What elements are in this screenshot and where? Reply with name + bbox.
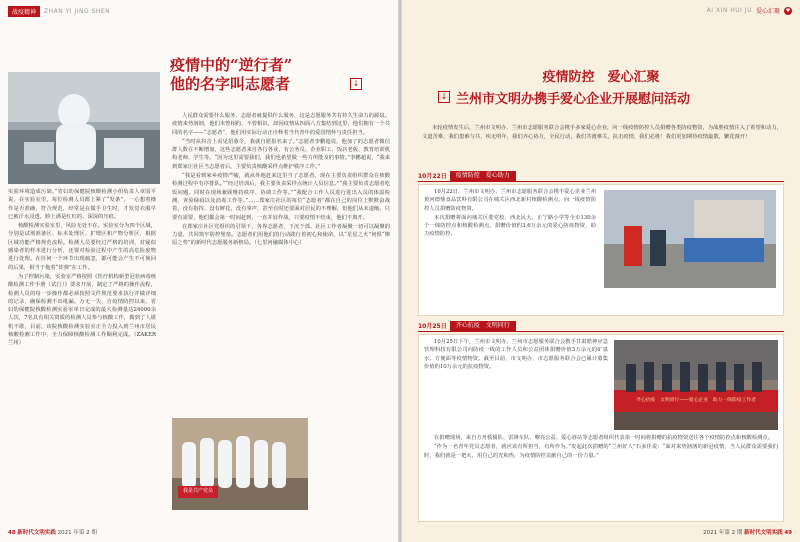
paragraph: 为了控制污染，实验室严格按照《医疗机构新型冠状病毒核酸检测工作手册（试行）》要求开展，制定了严格的操作流程，检测人员的每一步操作都必须按照文件规范要求执行并做详细的记录，确保检测不出纰漏。万无一失，自疫情防控以来，省妇幼保健院核酸检测实验室单日完成的最大检测量达24000余人次，7名具有相关资质的检测人员参与核酸工作，做到了人歇机不歇，目前，该院核酸检测实验室正全力投入到兰州市居民核酸检测工作中，全力保障核酸检测工作顺利完成。（ZAKER兰州） bbox=[8, 273, 156, 347]
title-line-1: 疫情中的“逆行者” bbox=[170, 56, 293, 74]
photo-banner: 齐心抗疫 文明同行——爱心企业 助力一线防疫工作者 bbox=[636, 398, 756, 403]
section-date: 10月22日 bbox=[418, 173, 447, 180]
paragraph: “我是看到家乡疫情严峻，就从外地赶来这里当了志愿者，现在主要负责组织群众在核酸检测过程中有序排队。”“经过培训后，我主要负责采样点统计人员信息。”“我主要负责志愿者吃饭问题，同时在现场兼顾维持秩序、协调工作等。”“我配合工作人员进行进出入员的体温检测，查验绿码以及消毒工作等。”……郑家庄社区的每位“志愿者”都在自己的岗位上默默奋战着，没有指挥、没有鲜花，没有掌声，甚至有时还要面对居民的不理解，但他们从未退缩。只要有需要，他们都会第一时间赶到，一直并肩作战，只要疫情不结束，他们不离开。 bbox=[172, 173, 390, 221]
section-1-text bbox=[424, 188, 596, 312]
page-number: 48 bbox=[8, 530, 16, 536]
paragraph: 本轮疫情发生后，兰州市文明办、兰州市志愿服务联合会携手多家爱心企业，向一线疫情防控人员捐赠各类防疫物资，为战胜疫情注入了希望和动力，文道苦难，我们患难与共，疾无明年，我们齐心协力，全民行动，我们共渡难关，抗击疫情，我们必胜！我们更加期待疫情最散，繁花漫开！ bbox=[422, 125, 782, 140]
section-label: 齐心抗疫 文明同行 bbox=[450, 321, 516, 331]
left-footer bbox=[8, 528, 97, 536]
section-2-header bbox=[418, 320, 516, 331]
right-page bbox=[402, 0, 800, 542]
divider bbox=[418, 181, 784, 182]
section-2-text-top bbox=[424, 338, 608, 432]
left-header bbox=[8, 6, 110, 17]
issue-label: 2021 年第 2 期 bbox=[703, 530, 743, 536]
paragraph: 人民群众需要什么服务，志愿者就提供什么服务，这是志愿服务共有持久生命力的源泉。疫情来势汹汹，他们未曾相约，不曾相识，却因疫情从四面八方集结到这里，他们拥有一个共同的名字——“志愿者”，他们用实际行动正诠释着当代青年的爱国情怀与责任担当。 bbox=[172, 113, 390, 136]
paragraph: “作为一名青年党员志愿者，就应该有所担当，有所作为。”发起此次捐赠的“兰州好人”石多佳说：“面对来势汹汹的新冠疫情，当人民群众需要我们时，我们就是一把火，用自己的光和热，为疫情防控贡献自己的一份力量。” bbox=[424, 444, 778, 459]
article-title-line-1: 疫情防控 爱心汇聚 bbox=[542, 70, 660, 85]
arrow-down-icon: ↓ bbox=[350, 78, 362, 90]
paragraph: 实验环境造成污染。”省妇幼保健院核酸检测小组负责人章国平说，在实验室里，每位检测人员都上紧了“发条”，一心想着操作是否准确、符合规范，经常是在做手卫生时，才发觉衣服早已被汗水浸透，脸上满是红红的、深深的压痕。 bbox=[8, 189, 156, 220]
paragraph: 在郑家庄社区党组织的引领下，各界志愿者、下沉干部、社区工作者凝聚一切可以凝聚的力量，共同筑牢防控堡垒。志愿者们用他们的行动践行着初心和使命，以“星星之火”何惧“燎原之势”的新时代志愿服务新格局。（七里河融媒体中心） bbox=[172, 223, 390, 247]
heart-icon: ♥ bbox=[785, 7, 791, 14]
intro-text bbox=[422, 124, 782, 164]
page-number: 49 bbox=[784, 530, 792, 536]
paragraph: 在捐赠现场，来自方舟救援队、雷锋车队、嘹亮公益、爱心驿站等志愿者组织代表第一时间将捐赠的抗疫物资送往各个疫情防控点和核酸检测点。 bbox=[434, 435, 774, 441]
arrow-down-icon: ↓ bbox=[438, 91, 450, 103]
paragraph: 本次捐赠将面向城关区委党校、西北民大、正宁路小学等全市130余个一线防控点和核酸检测点，捐赠价值约3.6万余元的爱心防疫物资，助力疫情防控。 bbox=[424, 214, 596, 238]
title-line-2: 他的名字叫志愿者 bbox=[170, 75, 291, 93]
section-date: 10月25日 bbox=[418, 323, 447, 330]
banner-text: 我是共产党员 bbox=[182, 488, 213, 494]
article-title-line-2: 兰州市文明办携手爱心企业开展慰问活动 bbox=[456, 92, 691, 107]
section-2-text-bottom bbox=[424, 434, 778, 518]
paragraph: 10月22日，兰州市文明办、兰州市志愿服务联合会携手爱心企业兰州黄河德鼎食品饮料有限公司在城关区西北新村核酸检测点，向一线疫情防控人员捐赠防疫物资。 bbox=[424, 189, 596, 212]
paragraph: 核酸检测实验室里，风险无处不在。实验室分为四个区域，分别是试剂准备区、标本处理区、扩增区和产物分析区，根据区域功能严格规范流程。检测人员要经过严格的培训，对疑似感染者的样本进行分析，还要对检验过程中产生的高危险废物进行处理。在任何一个环节出现疏忽，都可能会产生不可挽回的后果，相当于拖着“炸弹”在工作。 bbox=[8, 223, 156, 271]
paragraph: “当时从抖音上看见招募令，我就自愿报名来了。”志愿者李鹏超说，他加了的志愿者微信群人数在不断增加，这些志愿者来自各行各业，有公务员、企业职工、饭店老板、教育培训机构老师、学生等。“因为这里需要我们，我们也希望做一些力所能及的事情。”李鹏超说，“我来到郑家庄社区当志愿者后，主要负责核酸采样点维护秩序工作。” bbox=[172, 138, 390, 170]
right-footer bbox=[703, 528, 792, 536]
donation-photo-2 bbox=[614, 340, 778, 430]
section-pinyin: AI XIN HUI JU bbox=[706, 7, 752, 14]
left-page bbox=[0, 0, 398, 542]
divider bbox=[418, 331, 784, 332]
section-1-header bbox=[418, 170, 516, 181]
magazine-name: 新时代文明实践 bbox=[17, 530, 56, 536]
right-header bbox=[707, 6, 792, 15]
left-column-2 bbox=[172, 112, 390, 412]
magazine-name: 新时代文明实践 bbox=[744, 530, 783, 536]
section-label: 疫情防控 爱心助力 bbox=[450, 171, 516, 181]
section-pinyin: ZHAN YI JING SHEN bbox=[44, 8, 111, 15]
left-column-1 bbox=[8, 188, 156, 508]
paragraph: 10月25日下午，兰州市文明办、兰州市志愿服务联合会携手甘肃皓神应急管理科技有限公司向防疫一线的工作人员和公益团体捐赠价值3万余元的矿泉水、方便面等疫情物资。截至目前，市文明办、市志愿服务联合会已累计募集价值约10万余元的抗疫物资。 bbox=[424, 339, 608, 370]
section-badge: 战疫精神 bbox=[8, 6, 40, 17]
donation-photo-1 bbox=[604, 190, 776, 288]
section-name: 爱心汇聚 bbox=[755, 8, 780, 15]
issue-label: 2021 年第 2 期 bbox=[57, 530, 97, 536]
lab-photo bbox=[8, 72, 160, 184]
volunteers-photo bbox=[172, 418, 308, 510]
